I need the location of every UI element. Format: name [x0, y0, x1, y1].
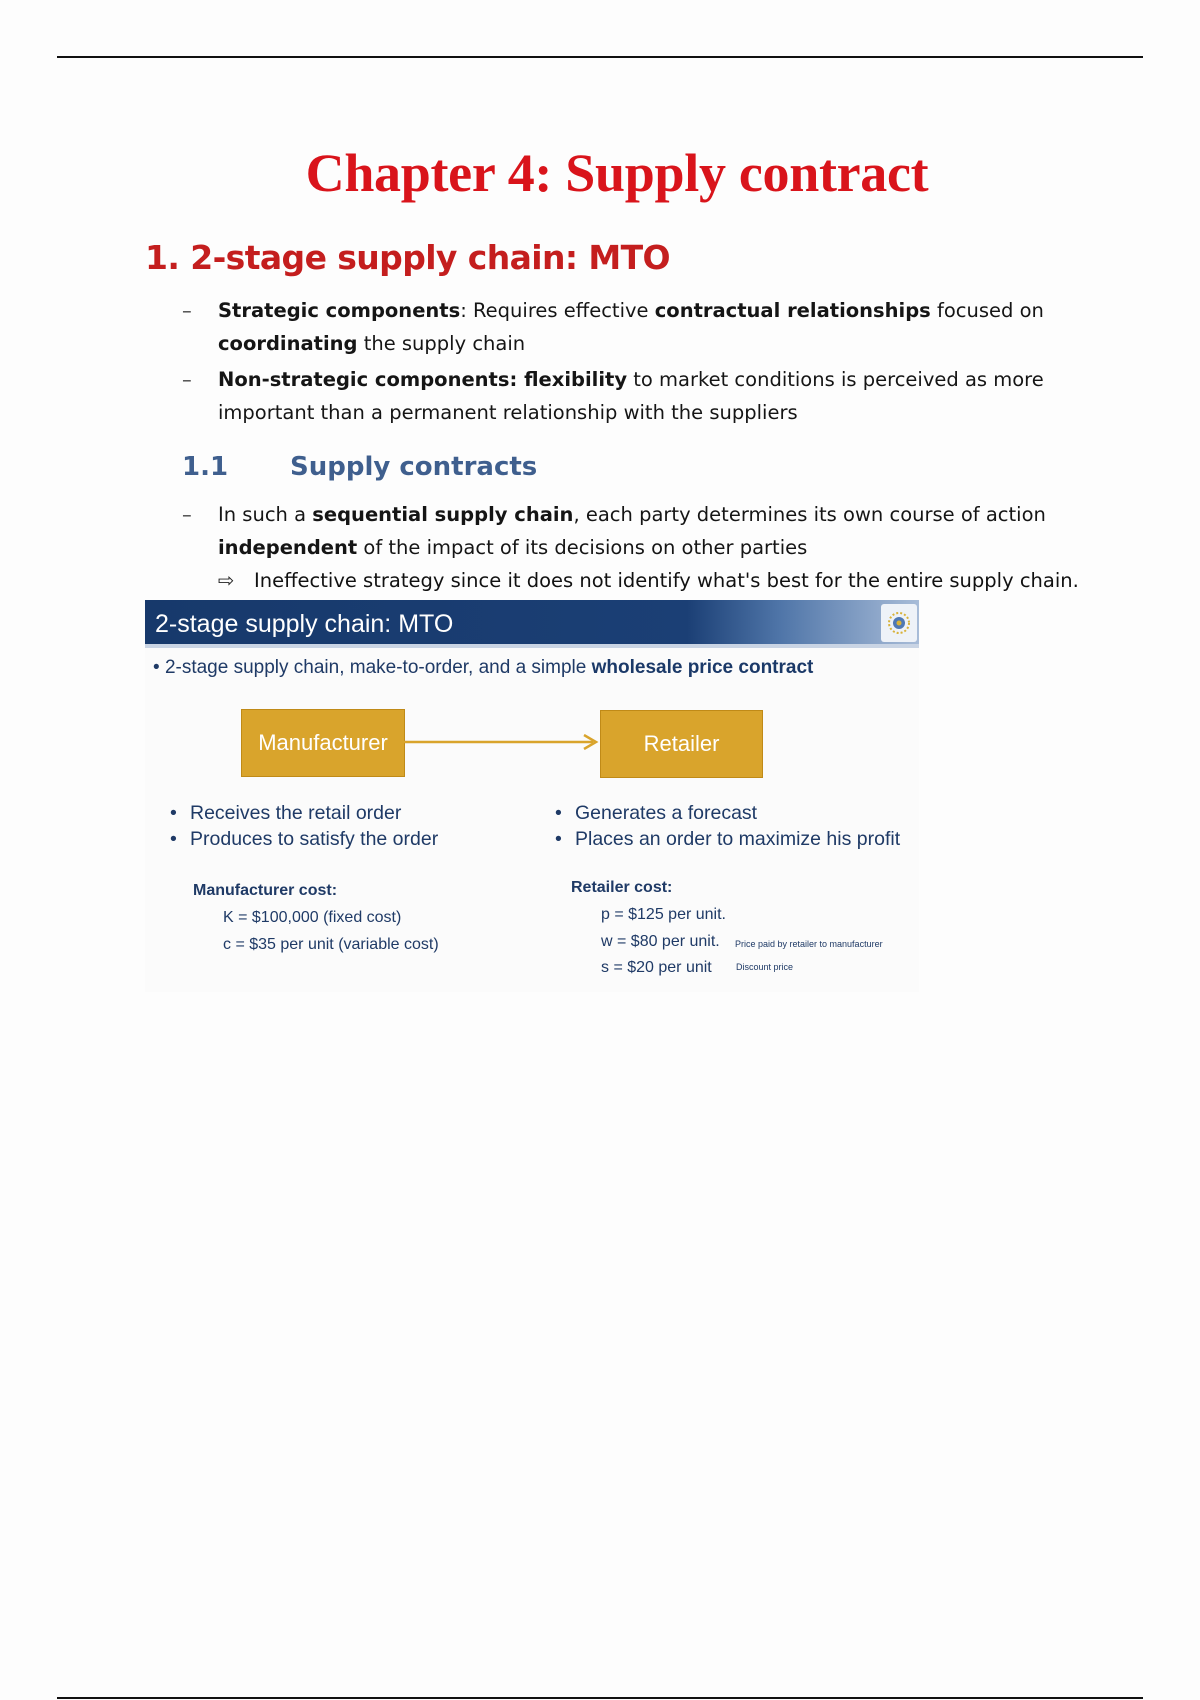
- embedded-slide: [145, 600, 919, 992]
- manufacturer-fixed-cost: K = $100,000 (fixed cost): [223, 909, 402, 926]
- subsection-number: 1.1: [182, 452, 229, 482]
- list-item: • Produces to satisfy the order: [170, 826, 438, 852]
- retailer-wholesale: w = $80 per unit.: [601, 933, 720, 950]
- top-rule: [57, 56, 1143, 58]
- bullet-text: Strategic components: Requires effective contractual relationships focused on coordinating the supply chain: [218, 299, 1044, 355]
- university-logo-icon: [881, 604, 917, 642]
- slide-title: 2-stage supply chain: MTO: [155, 610, 454, 638]
- bullet-dash: –: [182, 299, 192, 322]
- section-heading: [145, 238, 670, 277]
- retailer-price: p = $125 per unit.: [601, 906, 726, 923]
- conclusion-text: Ineffective strategy since it does not identify what's best for the entire supply chain.: [254, 569, 1079, 592]
- slide-header: [145, 600, 919, 648]
- discount-note: Discount price: [736, 962, 794, 972]
- page-title: Chapter 4: Supply contract: [305, 143, 929, 203]
- section-title: 2-stage supply chain: MTO: [190, 238, 670, 277]
- bullet-dash: –: [182, 368, 192, 391]
- retailer-salvage: s = $20 per unit: [601, 959, 712, 976]
- subsection-heading: [182, 452, 537, 482]
- list-item: • Generates a forecast: [555, 800, 900, 826]
- bottom-rule: [57, 1697, 1143, 1699]
- manufacturer-cost-title: Manufacturer cost:: [193, 882, 338, 899]
- retailer-cost-title: Retailer cost:: [571, 879, 673, 896]
- slide-subtitle: • 2-stage supply chain, make-to-order, and a simple wholesale price contract: [153, 657, 814, 678]
- section-number: 1.: [145, 238, 180, 277]
- retailer-box: Retailer: [600, 710, 763, 778]
- bullet-strategic: [182, 294, 1112, 360]
- wholesale-note: Price paid by retailer to manufacturer: [735, 939, 883, 949]
- subsection-title: Supply contracts: [290, 452, 538, 482]
- manufacturer-points: [170, 800, 438, 852]
- list-item: • Places an order to maximize his profit: [555, 826, 900, 852]
- manufacturer-variable-cost: c = $35 per unit (variable cost): [223, 936, 439, 953]
- bullet-sequential: [182, 498, 1112, 564]
- bullet-text: Non-strategic components: flexibility to market conditions is perceived as more important than a permanent relationship with the suppliers: [218, 368, 1044, 424]
- list-item: • Receives the retail order: [170, 800, 438, 826]
- manufacturer-box: Manufacturer: [241, 709, 405, 777]
- conclusion-line: [218, 564, 1158, 597]
- arrow-line-icon: [403, 734, 603, 750]
- retailer-points: [555, 800, 900, 852]
- bullet-text: In such a sequential supply chain, each party determines its own course of action independent of the impact of its decisions on other parties: [218, 503, 1046, 559]
- right-arrow-icon: ⇨: [218, 569, 235, 592]
- bullet-non-strategic: [182, 363, 1112, 429]
- bullet-dash: –: [182, 503, 192, 526]
